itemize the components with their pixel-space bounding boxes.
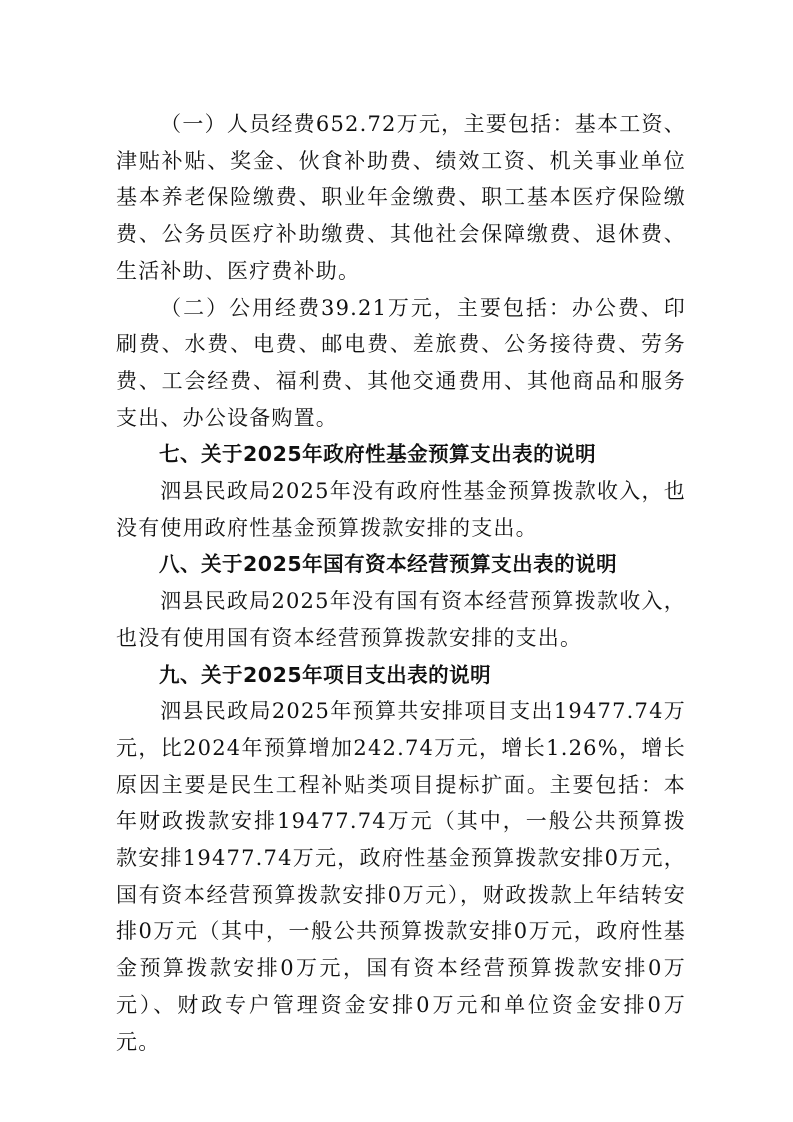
paragraph-public-expenses: （二）公用经费39.21万元，主要包括：办公费、印刷费、水费、电费、邮电费、差旅费、公务接待费、劳务费、工会经费、福利费、其他交通费用、其他商品和服务支出、办公设备购置。 bbox=[116, 295, 686, 430]
paragraph-state-capital: 泗县民政局2025年没有国有资本经营预算拨款收入，也没有使用国有资本经营预算拨款安排的支出。 bbox=[116, 589, 686, 650]
paragraph-project-expenditure: 泗县民政局2025年预算共安排项目支出19477.74万元，比2024年预算增加242.74万元，增长1.26%，增长原因主要是民生工程补贴类项目提标扩面。主要包括：本年财政拨款安排19477.74万元（其中，一般公共预算拨款安排19477.74万元，政府性基金预算拨款安排0万元，国有资本经营预算拨款安排0万元），财政拨款上年结转安排0万元（其中，一般公共预算拨款安排0万元，政府性基金预算拨款安排0万元，国有资本经营预算拨款安排0万元）、财政专户管理资金安排0万元和单位资金安排0万元。 bbox=[116, 699, 686, 1054]
paragraph-personnel-expenses: （一）人员经费652.72万元，主要包括：基本工资、津贴补贴、奖金、伙食补助费、绩效工资、机关事业单位基本养老保险缴费、职业年金缴费、职工基本医疗保险缴费、公务员医疗补助缴费、其他社会保障缴费、退休费、生活补助、医疗费补助。 bbox=[116, 112, 686, 283]
section-heading-7: 七、关于2025年政府性基金预算支出表的说明 bbox=[159, 442, 597, 467]
paragraph-government-fund: 泗县民政局2025年没有政府性基金预算拨款收入，也没有使用政府性基金预算拨款安排的支出。 bbox=[116, 479, 686, 540]
section-heading-8: 八、关于2025年国有资本经营预算支出表的说明 bbox=[159, 552, 618, 577]
section-heading-9: 九、关于2025年项目支出表的说明 bbox=[159, 662, 492, 687]
document-body bbox=[116, 106, 686, 1060]
